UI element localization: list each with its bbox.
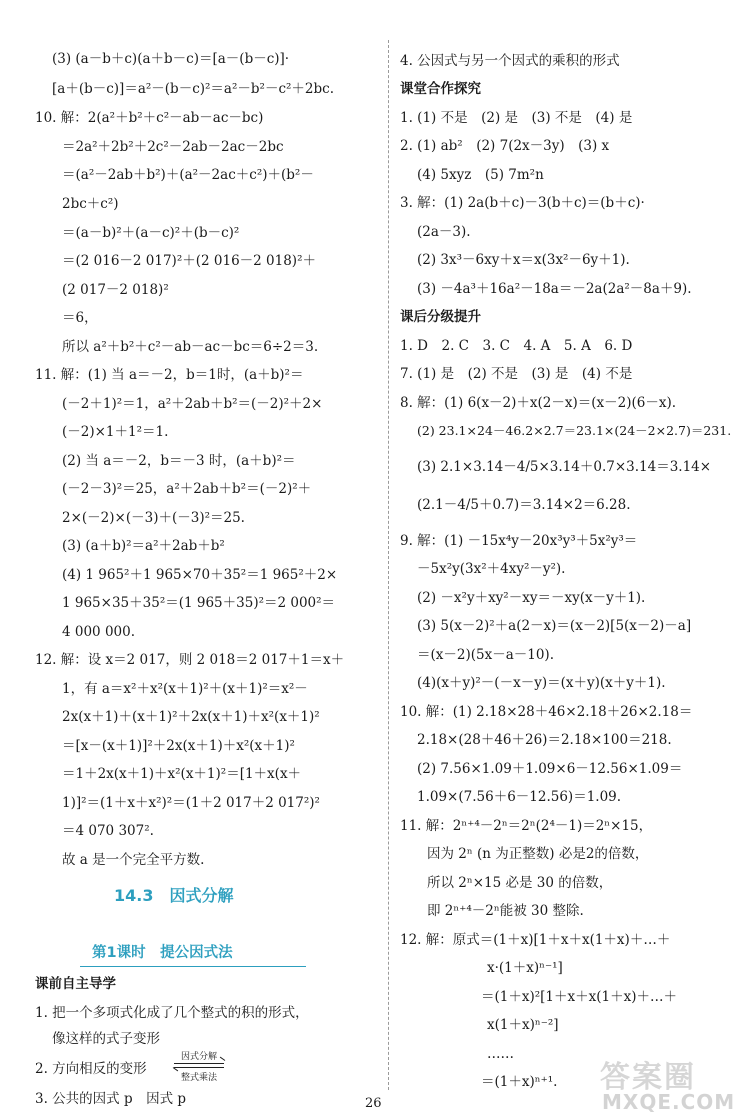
problem-11: 11. 解：(1) 当 a＝－2，b＝1时，(a＋b)²＝ [35, 367, 304, 383]
text-line: (3) (a－b＋c)(a＋b－c)＝[a－(b－c)]· [52, 51, 290, 67]
text-line: 11. 解：2ⁿ⁺⁴－2ⁿ＝2ⁿ(2⁴－1)＝2ⁿ×15， [400, 818, 653, 834]
text-line: 1.09×(7.56＋6－12.56)＝1.09. [417, 789, 622, 805]
text-line: (2 017－2 018)² [62, 282, 169, 298]
text-line: ＝(1＋x)²[1＋x＋x(1＋x)＋…＋ [481, 989, 677, 1005]
text-line: 所以 2ⁿ×15 必是 30 的倍数， [427, 875, 613, 891]
text-line: (4) 5xyz (5) 7m²n [417, 167, 544, 183]
text-line: 即 2ⁿ⁺⁴－2ⁿ能被 30 整除. [427, 903, 584, 919]
text-line: ＝1＋2x(x＋1)＋x²(x＋1)²＝[1＋x(x＋ [62, 766, 302, 782]
text-line: ＝2a²＋2b²＋2c²－2ab－2ac－2bc [62, 139, 284, 155]
text-line: 所以 a²＋b²＋c²－ab－ac－bc＝6÷2＝3. [62, 339, 319, 355]
lesson-heading: 第1课时 提公因式法 [92, 945, 233, 961]
text-line: 3. 解：(1) 2a(b＋c)－3(b＋c)＝(b＋c)· [400, 195, 645, 211]
text-line: …… [487, 1046, 514, 1062]
text-line: 1. D 2. C 3. C 4. A 5. A 6. D [400, 338, 633, 354]
arrow-label-bottom: 整式乘法 [180, 1073, 217, 1083]
text-line: (－2＋1)²＝1，a²＋2ab＋b²＝(－2)²＋2× [62, 396, 323, 412]
watermark-badge: 答案圈 [600, 1060, 696, 1095]
text-line: ＝4 070 307². [62, 823, 154, 839]
section-label: 课堂合作探究 [400, 81, 481, 97]
text-line: (2a－3). [417, 224, 471, 240]
text-line: －5x²y(3x²＋4xy²－y²). [417, 561, 566, 577]
text-line: (2) 当 a＝－2，b＝－3 时，(a＋b)²＝ [62, 453, 296, 469]
text-line: ＝(a²－2ab＋b²)＋(a²－2ac＋c²)＋(b²－ [62, 167, 314, 183]
left-arrow-icon [174, 1067, 224, 1068]
text-line: 4 000 000. [62, 624, 135, 640]
text-line: 3. 公共的因式 p 因式 p [35, 1091, 187, 1107]
text-line: (3) (a＋b)²＝a²＋2ab＋b² [62, 538, 225, 554]
text-line: ＝(1＋x)ⁿ⁺¹. [481, 1074, 558, 1090]
text-line: (4)(x＋y)²－(－x－y)＝(x＋y)(x＋y＋1). [417, 675, 666, 691]
text-line: (2) 23.1×24－46.2×2.7＝23.1×(24－2×2.7)＝231. [417, 423, 732, 438]
text-line: 因为 2ⁿ (n 为正整数) 必是2的倍数， [427, 846, 649, 862]
text-line: 2. (1) ab² (2) 7(2x－3y) (3) x [400, 138, 610, 154]
text-line: x(1＋x)ⁿ⁻²] [487, 1017, 559, 1033]
text-line: 像这样的式子变形 [52, 1031, 160, 1047]
text-line: ＝(2 016－2 017)²＋(2 016－2 018)²＋ [62, 253, 316, 269]
watermark-logo [600, 1052, 742, 1116]
heading-underline [80, 966, 306, 967]
section-heading: 14.3 因式分解 [114, 886, 234, 905]
text-line: 2x(x＋1)＋(x＋1)²＋2x(x＋1)＋x²(x＋1)² [62, 709, 320, 725]
text-line: 1，有 a＝x²＋x²(x＋1)²＋(x＋1)²＝x²－ [62, 681, 308, 697]
text-line: 7. (1) 是 (2) 不是 (3) 是 (4) 不是 [400, 366, 633, 382]
text-line: (2) 7.56×1.09＋1.09×6－12.56×1.09＝ [417, 761, 683, 777]
text-line: 4. 公因式与另一个因式的乘积的形式 [400, 53, 620, 69]
text-line: (3) －4a³＋16a²－18a＝－2a(2a²－8a＋9). [417, 281, 692, 297]
text-line: (2.1－4/5＋0.7)＝3.14×2＝6.28. [417, 497, 631, 513]
page-number: 26 [365, 1096, 382, 1111]
problem-12: 12. 解：设 x＝2 017，则 2 018＝2 017＋1＝x＋ [35, 652, 345, 668]
text-line: (4) 1 965²＋1 965×70＋35²＝1 965²＋2× [62, 567, 338, 583]
text-line: (3) 2.1×3.14－4/5×3.14＋0.7×3.14＝3.14× [417, 459, 712, 475]
text-line: [a＋(b－c)]＝a²－(b－c)²＝a²－b²－c²＋2bc. [52, 81, 334, 97]
watermark-url: MXQE.COM [602, 1090, 736, 1114]
text-line: 2×(－2)×(－3)＋(－3)²＝25. [62, 510, 245, 526]
text-line: 2bc＋c²) [62, 196, 119, 212]
text-line: 12. 解：原式＝(1＋x)[1＋x＋x(1＋x)＋…＋ [400, 932, 671, 948]
text-line: 2. 方向相反的变形 [35, 1061, 147, 1077]
text-line: 10. 解：(1) 2.18×28＋46×2.18＋26×2.18＝ [400, 704, 693, 720]
text-line: ＝(x－2)(5x－a－10). [417, 647, 554, 663]
text-line: 9. 解：(1) －15x⁴y－20x³y³＋5x²y³＝ [400, 533, 638, 549]
right-arrow-icon [174, 1063, 224, 1064]
text-line: 1)]²＝(1＋x＋x²)²＝(1＋2 017＋2 017²)² [62, 795, 320, 811]
section-label: 课前自主导学 [35, 976, 116, 992]
text-line: (－2)×1＋1²＝1. [62, 424, 169, 440]
section-label: 课后分级提升 [400, 309, 481, 325]
column-divider [388, 40, 389, 1090]
text-line: ＝6， [62, 310, 98, 326]
factor-arrow-diagram [170, 1046, 228, 1086]
text-line: 8. 解：(1) 6(x－2)＋x(2－x)＝(x－2)(6－x). [400, 395, 677, 411]
text-line: (3) 5(x－2)²＋a(2－x)＝(x－2)[5(x－2)－a] [417, 618, 692, 634]
text-line: ＝(a－b)²＋(a－c)²＋(b－c)² [62, 225, 240, 241]
text-line: 1. 把一个多项式化成了几个整式的积的形式， [35, 1005, 309, 1021]
text-line: (－2－3)²＝25，a²＋2ab＋b²＝(－2)²＋ [62, 481, 312, 497]
arrow-label-top: 因式分解 [180, 1052, 217, 1062]
text-line: 2.18×(28＋46＋26)＝2.18×100＝218. [417, 732, 672, 748]
problem-10: 10. 解：2(a²＋b²＋c²－ab－ac－bc) [35, 110, 264, 126]
text-line: x·(1＋x)ⁿ⁻¹] [487, 960, 563, 976]
text-line: ＝[x－(x＋1)]²＋2x(x＋1)＋x²(x＋1)² [62, 738, 295, 754]
text-line: (2) 3x³－6xy＋x＝x(3x²－6y＋1). [417, 252, 630, 268]
text-line: (2) －x²y＋xy²－xy＝－xy(x－y＋1). [417, 590, 646, 606]
text-line: 1 965×35＋35²＝(1 965＋35)²＝2 000²＝ [62, 595, 336, 611]
text-line: 故 a 是一个完全平方数. [62, 852, 205, 868]
text-line: 1. (1) 不是 (2) 是 (3) 不是 (4) 是 [400, 110, 633, 126]
